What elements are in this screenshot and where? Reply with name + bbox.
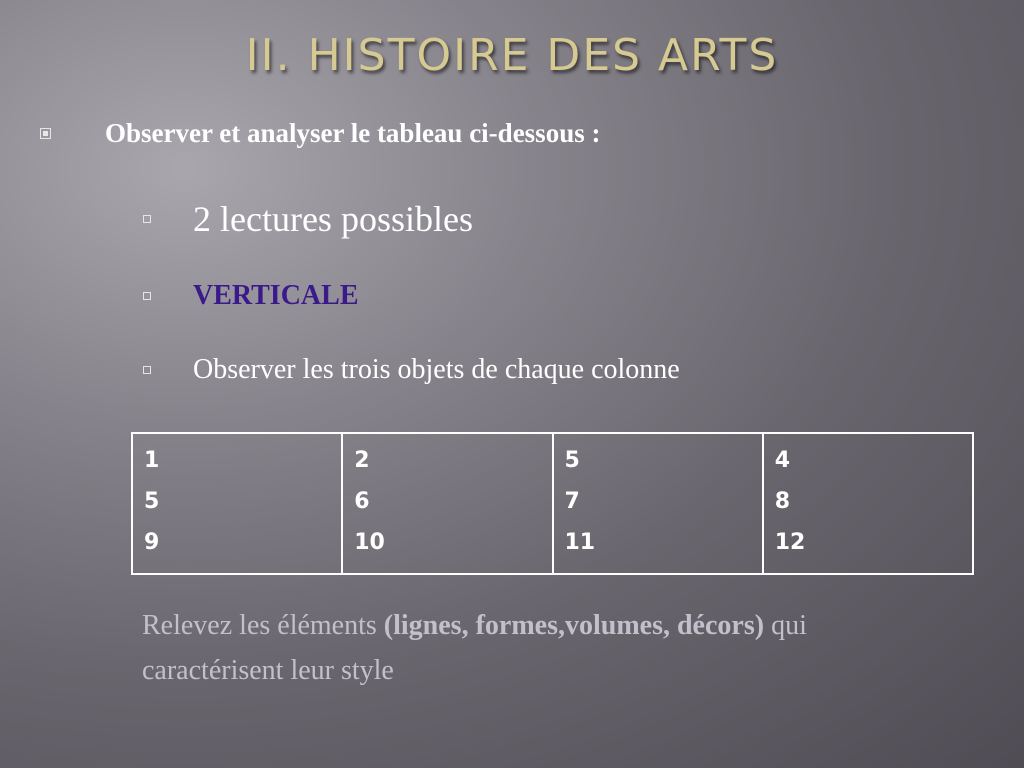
- table-cell: 12: [774, 530, 806, 555]
- sub-bullet-lectures: [143, 198, 473, 240]
- table-cell: 8: [774, 489, 791, 514]
- sub-bullet-text: Observer les trois objets de chaque colonne: [193, 354, 680, 385]
- note-text: Relevez les éléments: [142, 610, 384, 641]
- square-bullet-icon: [40, 128, 51, 139]
- table-column-1: [132, 433, 342, 574]
- sub-bullet-text: VERTICALE: [193, 280, 359, 311]
- note-bold-text: (lignes, formes,volumes, décors): [383, 610, 765, 641]
- main-bullet: [40, 118, 600, 149]
- table-column-3: [553, 433, 763, 574]
- note-text-end: qui caractérisent leur style: [142, 610, 807, 686]
- sub-bullet-observer: [143, 354, 680, 386]
- square-bullet-icon: [143, 215, 151, 223]
- instruction-note: [142, 603, 842, 693]
- main-bullet-text: Observer et analyser le tableau ci-dessous :: [105, 118, 601, 148]
- table-cell: 11: [564, 530, 596, 555]
- table-cell: 1: [144, 448, 160, 473]
- sub-bullet-verticale: [143, 280, 359, 312]
- slide-title: II. HISTOIRE DES ARTS: [245, 30, 779, 81]
- table-cell: 5: [564, 448, 580, 473]
- sub-bullet-text: 2 lectures possibles: [193, 199, 473, 239]
- table-cell: 9: [144, 530, 160, 555]
- table-column-4: [763, 433, 973, 574]
- table-cell: 7: [564, 489, 580, 514]
- table-cell: 4: [774, 448, 791, 473]
- table-cell: 10: [354, 530, 385, 555]
- square-bullet-icon: [143, 292, 151, 300]
- table-column-2: [342, 433, 552, 574]
- table-cell: 2: [354, 448, 370, 473]
- table-cell: 5: [144, 489, 160, 514]
- table-cell: 6: [354, 489, 370, 514]
- square-bullet-icon: [143, 366, 151, 374]
- image-index-table: [131, 432, 974, 575]
- table-row: [132, 433, 973, 574]
